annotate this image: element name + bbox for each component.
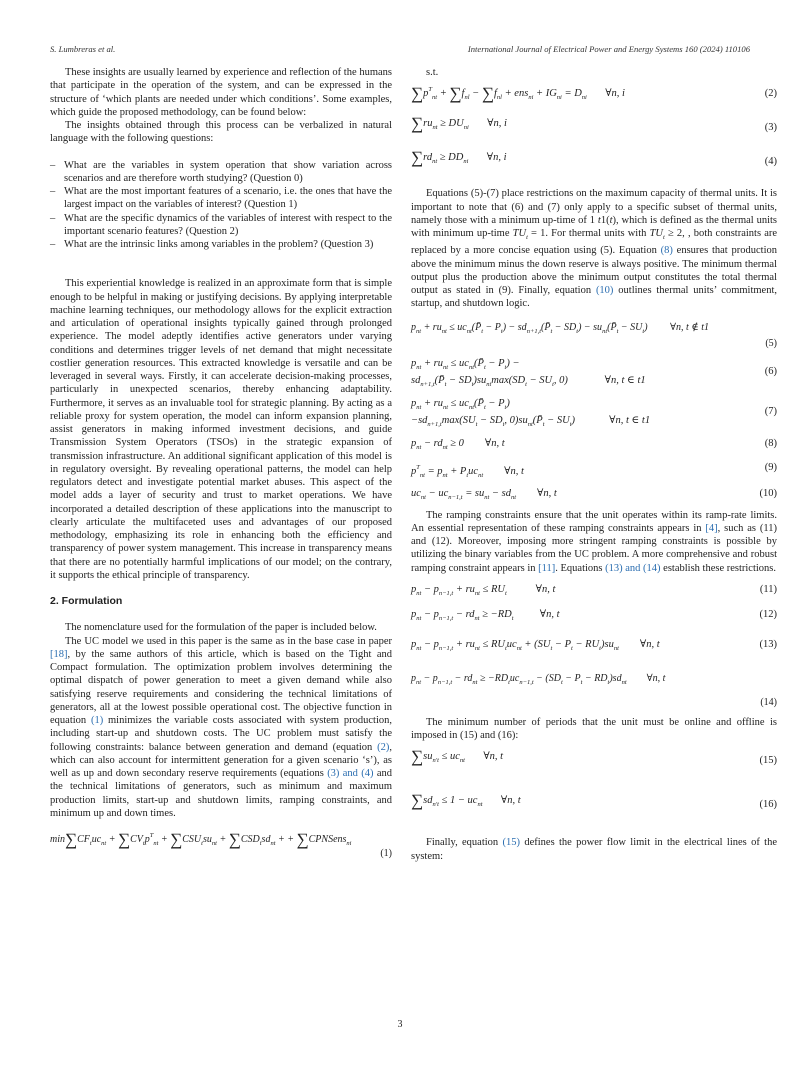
equation-3: $\sum ru_{nt} \ge DU_{ni}$ ∀n, i (3) bbox=[411, 114, 777, 134]
equation-link[interactable]: (8) bbox=[660, 245, 673, 257]
citation-link[interactable]: [11] bbox=[538, 562, 556, 574]
equation-number: (5) bbox=[765, 337, 777, 349]
left-column bbox=[50, 66, 392, 859]
citation-link[interactable]: [4] bbox=[705, 522, 718, 534]
equation-8: $p_{nt} - rd_{nt} \ge 0$ ∀n, t (8) bbox=[411, 437, 777, 451]
question-list bbox=[50, 159, 392, 252]
equation-number: (16) bbox=[759, 799, 777, 811]
running-header bbox=[50, 44, 750, 58]
equation-11: $p_{nt} - p_{n-1,t} + ru_{nt} \le RU_t$ ∀n, t (11) bbox=[411, 583, 777, 597]
equation-number: (6) bbox=[764, 365, 777, 377]
paragraph: The nomenclature used for the formulation of the paper is included below. bbox=[65, 622, 377, 634]
equation-number: (8) bbox=[764, 437, 777, 449]
list-item: – What are the intrinsic links among variables in the problem? (Question 3) bbox=[50, 238, 392, 251]
equation-5: $p_{nt} + ru_{nt}$ ≤ $uc_{nt}(P̄_t - P_t)$ − $sd_{n+1,t}(P̄_t - SD_t)$ − $su_{nt}(P̄_t - SU_t)$ ∀n, t ∉ t1 (5) bbox=[411, 321, 777, 349]
equation-12: $p_{nt} - p_{n-1,t} - rd_{nt} \ge -RD_t$ ∀n, t (12) bbox=[411, 608, 777, 622]
list-item: – What are the specific dynamics of the variables of interest with respect to the important scenario features? (Question 2) bbox=[50, 212, 392, 239]
equation-link[interactable]: (10) bbox=[595, 285, 614, 296]
list-item: – What are the variables in system operation that show variation across scenarios and are therefore worth studying? (Question 0) bbox=[50, 159, 392, 186]
header-authors: S. Lumbreras et al. bbox=[50, 44, 116, 54]
equation-9: $p^T_{nt} = p_{nt} + P_tuc_{nt}$ ∀n, t (9) bbox=[411, 461, 777, 479]
equation-number: (15) bbox=[759, 755, 777, 767]
paragraph: Equations (5)-(7) place restrictions on the maximum capacity of thermal units. It is important to note that (6) and (7) only apply to a specific subset of thermal units, namely those with a minimum up-time of 1 t1(t), which is defined as the thermal units with minimum up-time $TU_t = 1$. For thermal units with $TU_t \ge 2$, , both constraints are replaced by a more concise equation using (5). Equation (8) ensures that production above the minimum minus the down reserve is always positive. The minimum thermal output plus the production above the minimum output constitutes the total thermal output as stated in (9). Finally, equation (10) outlines thermal units’ commitment, startup, and shutdown logic. bbox=[411, 188, 778, 310]
equation-number: (2) bbox=[764, 88, 777, 100]
header-journal: International Journal of Electrical Power and Energy Systems 160 (2024) 110106 bbox=[467, 44, 750, 54]
equation-2: $\sum p^T_{nt} + \sum f_{nl} - \sum f_{nl} + ens_{ni} + IG_{ni} = D_{ni}$ ∀n, i (2) bbox=[411, 84, 777, 104]
equation-number: (3) bbox=[764, 122, 777, 134]
equation-number: (12) bbox=[759, 608, 777, 620]
equation-15: $\sum su_{n't} \le uc_{nt}$ ∀n, t (15) bbox=[411, 747, 777, 767]
paragraph: The UC model we used in this paper is the same as in the base case in paper [18], by the same authors of this article, which is based on the Tight and Compact formulation. The optimization problem involves determining the optimal dispatch of power generation to meet a given demand while also satisfying reserve requirements and considering the technical limitations of generators, all at the lowest possible operational cost. The objective function in equation (1) minimizes the variable costs associated with system production, including start-up and shutdown costs. The UC problem must satisfy the following constraints: balance between generation and demand (equation (2), which can also account for intermittent generation for a given scenario ‘s’), as well as up and down secondary reserve requirements (equations (3) and (4) and the technical limitations of generators, such as minimum and maximum production limits, start-up and shutdown limits, ramping constraints, and minimum up and down times. bbox=[50, 635, 393, 819]
equation-link[interactable]: (3) and (4) bbox=[327, 768, 374, 779]
equation-number: (11) bbox=[759, 583, 777, 595]
paragraph: Finally, equation (15) defines the power flow limit in the electrical lines of the system: bbox=[411, 837, 777, 862]
paragraph: This experiential knowledge is realized in an approximate form that is simple enough to be helpful in making or justifying decisions. By applying interpretable machine learning techniques, our methodology allows for the explicit extraction and articulation of operational insights typically gained through prolonged experience. The model adeptly identifies active generators under varying conditions and determines trigger levels of net demand that might necessitate costlier generation resources. This extracted knowledge is versatile and can be leveraged in several ways. Firstly, it can accelerate decision-making processes, particularly in unexpected scenarios, thereby enhancing adaptability. Furthermore, it serves as an invaluable tool for strategic planning. By acting as a reliable proxy for system operation, the model can inform expansion planning, assist generators in making informed investment decisions, and guide Transmission System Operators (TSOs) in the strategic expansion of transmission infrastructure. An additional significant application of this model is in regulatory oversight. By revealing operational patterns, the model can help regulators detect and investigate potential market abuses. This aspect of the model adds a layer of security and trust to market operations. We have incorporated a detailed description of these applications into the manuscript to clearly articulate the multifaceted uses and advantages of our proposed methodology, emphasizing its role in enhancing both the efficiency and transparency of power system management. This increase in transparency means that there are no potentially harmful implications of our model; on the contrary, it supports the ethical principle of transparency. bbox=[50, 278, 392, 581]
section-heading: 2. Formulation bbox=[50, 595, 123, 607]
equation-4: $\sum rd_{nt} \ge DD_{ni}$ ∀n, i (4) bbox=[411, 148, 777, 168]
paragraph: These insights are usually learned by experience and reflection of the humans that participate in the operation of the system, and can be expressed in the structure of ‘which plants are needed under which conditions’. Some examples, which guide the proposed methodology, can be found below: bbox=[50, 67, 392, 118]
equation-number: (13) bbox=[759, 638, 777, 650]
equation-link[interactable]: (13) and (14) bbox=[605, 562, 661, 574]
paragraph: The ramping constraints ensure that the unit operates within its ramp-rate limits. An essential representation of these ramping constraints appears in [4], such as (11) and (12). Moreover, imposing more stringent ramping constraints is possible by utilizing the binary variables from the UC problem. A more comprehensive and robust ramping constraint appears in [11]. Equations (13) and (14) establish these restrictions. bbox=[411, 509, 777, 574]
paragraph: The insights obtained through this process can be verbalized in natural language with the following questions: bbox=[50, 120, 392, 145]
page-number: 3 bbox=[397, 1019, 403, 1030]
equation-number: (7) bbox=[764, 405, 777, 417]
paragraph: The minimum number of periods that the unit must be online and offline is imposed in (15) and (16): bbox=[411, 716, 777, 741]
right-column bbox=[411, 66, 777, 863]
equation-1: $\min\sum CF_tuc_{nt} + \sum CV_tp^T_{nt} + \sum CSU_tsu_{nt} + \sum CSD_tsd_{nt}$ + + ∑CPNSens$_{ni}$ (1) bbox=[50, 830, 392, 859]
equation-number: (4) bbox=[764, 156, 777, 168]
equation-6: $p_{nt} + ru_{nt}$ ≤ $uc_{nt}(P̄_t - P_t)$ − $sd_{n+1,t}(P̄_t - SD_t)su_{nt}\max(SD_t - SU_t$, 0) ∀n, t ∈ t1 (6) bbox=[411, 357, 777, 388]
equation-link[interactable]: (2) bbox=[377, 741, 390, 753]
equation-number: (9) bbox=[764, 461, 777, 473]
equation-10: $uc_{nt} - uc_{n-1,t} = su_{nt} - sd_{nt}$ ∀n, t (10) bbox=[411, 487, 777, 501]
equation-16: $\sum sd_{n't} \le 1 - uc_{nt}$ ∀n, t (16) bbox=[411, 791, 777, 811]
equation-number: (10) bbox=[759, 487, 777, 499]
citation-link[interactable]: [18] bbox=[50, 648, 68, 660]
equation-link[interactable]: (1) bbox=[90, 715, 104, 726]
equation-link[interactable]: (15) bbox=[502, 837, 521, 849]
subject-to: s.t. bbox=[426, 67, 439, 78]
equation-13: $p_{nt} - p_{n-1,t} + ru_{nt} \le RU_tuc_{nt} + (SU_t - P_t - RU_t)su_{nt}$ ∀n, t (13) bbox=[411, 638, 777, 652]
list-item: – What are the most important features of a scenario, i.e. the ones that have the largest impact on the variables of interest? (Question 1) bbox=[50, 185, 392, 212]
equation-14: $p_{nt} - p_{n-1,t} - rd_{nt} \ge -RD_tuc_{n-1,t} - (SD_t - P_t - RD_t)sd_{nt}$ ∀n, t (14) bbox=[411, 672, 777, 708]
equation-number: (14) bbox=[760, 696, 777, 708]
equation-7: $p_{nt} + ru_{nt}$ ≤ $uc_{nt}(P̄_t - P_t)$ $-sd_{n+1,t}\max(SU_t - SD_t$, $0)su_{nt}(P̄_t - SU_t)$ ∀n, t ∈ t1 (7) bbox=[411, 397, 777, 428]
equation-number: (1) bbox=[380, 848, 392, 859]
